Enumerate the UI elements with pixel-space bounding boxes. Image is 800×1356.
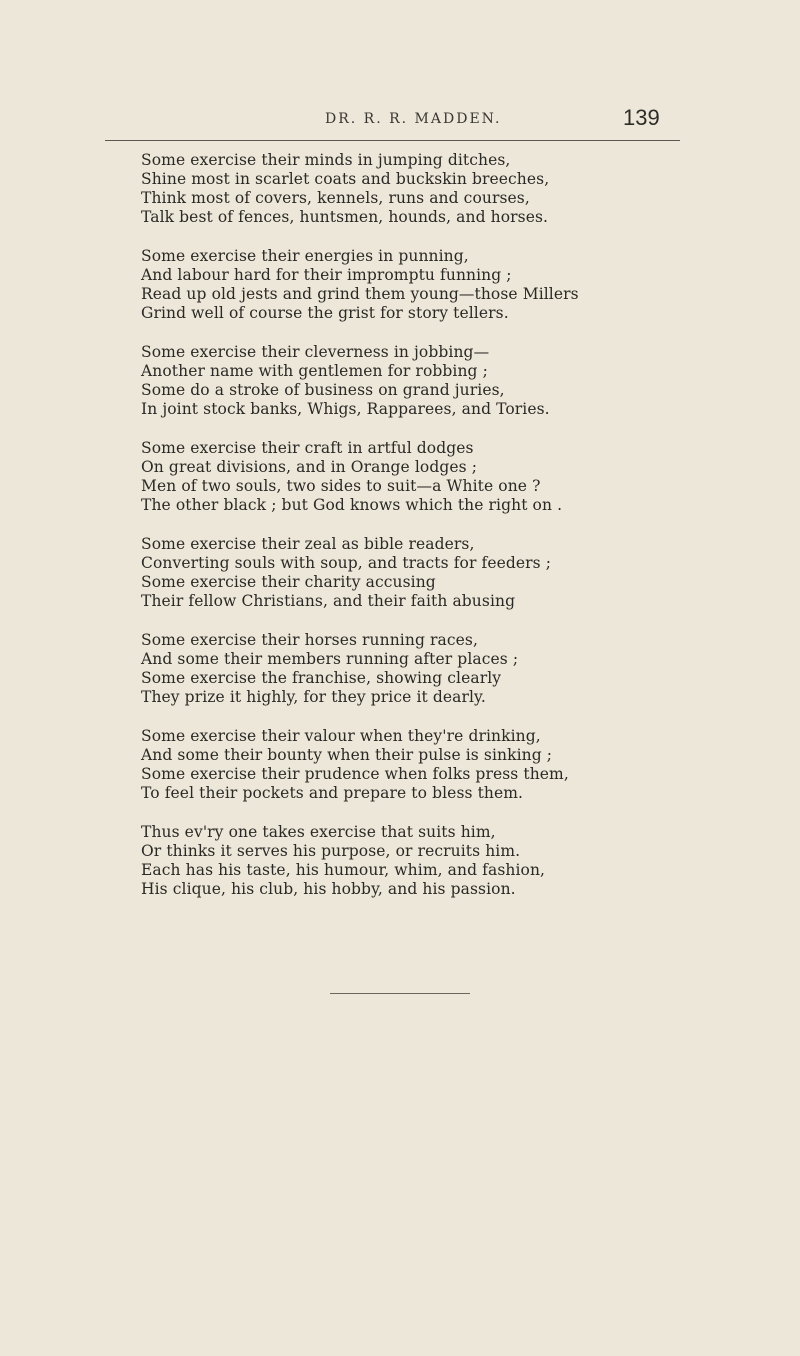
end-rule	[330, 993, 470, 994]
poem-line: And some their members running after places ;	[141, 650, 519, 668]
stanza	[141, 535, 681, 611]
poem-line: Converting souls with soup, and tracts for feeders ;	[141, 554, 552, 572]
poem-line: On great divisions, and in Orange lodges ;	[141, 458, 478, 476]
poem-line: Another name with gentlemen for robbing ;	[141, 362, 488, 380]
poem-line: To feel their pockets and prepare to bless them.	[141, 784, 524, 802]
poem-line: They prize it highly, for they price it dearly.	[141, 688, 486, 706]
stanza	[141, 343, 681, 419]
running-head	[0, 105, 800, 135]
poem-line: Some exercise their cleverness in jobbing—	[141, 343, 490, 361]
poem-line: His clique, his club, his hobby, and his passion.	[141, 880, 516, 898]
poem-line: Each has his taste, his humour, whim, and fashion,	[141, 861, 546, 879]
poem-line: Some exercise their energies in punning,	[141, 247, 469, 265]
poem-line: Their fellow Christians, and their faith abusing	[141, 592, 516, 610]
poem-line: Some exercise their horses running races,	[141, 631, 478, 649]
poem-line: Some exercise their minds in jumping ditches,	[141, 151, 511, 169]
poem	[141, 151, 681, 919]
poem-line: Think most of covers, kennels, runs and courses,	[141, 189, 530, 207]
poem-line: Grind well of course the grist for story tellers.	[141, 304, 509, 322]
stanza	[141, 727, 681, 803]
stanza	[141, 247, 681, 323]
stanza	[141, 439, 681, 515]
poem-line: Some exercise their craft in artful dodges	[141, 439, 474, 457]
poem-line: Some exercise their charity accusing	[141, 573, 436, 591]
poem-line: Read up old jests and grind them young—those Millers	[141, 285, 579, 303]
stanza	[141, 823, 681, 899]
poem-line: Some do a stroke of business on grand juries,	[141, 381, 505, 399]
header-rule	[105, 140, 680, 141]
stanza	[141, 631, 681, 707]
stanza	[141, 151, 681, 227]
poem-line: In joint stock banks, Whigs, Rapparees, and Tories.	[141, 400, 550, 418]
running-head-title: DR. R. R. MADDEN.	[325, 111, 502, 127]
poem-line: Or thinks it serves his purpose, or recruits him.	[141, 842, 521, 860]
poem-line: Thus ev'ry one takes exercise that suits him,	[141, 823, 496, 841]
poem-line: Some exercise their zeal as bible readers,	[141, 535, 475, 553]
poem-line: And some their bounty when their pulse is sinking ;	[141, 746, 553, 764]
poem-line: Talk best of fences, huntsmen, hounds, and horses.	[141, 208, 549, 226]
poem-line: Shine most in scarlet coats and buckskin breeches,	[141, 170, 550, 188]
poem-line: The other black ; but God knows which the right on .	[141, 496, 563, 514]
poem-line: Some exercise the franchise, showing clearly	[141, 669, 502, 687]
page-number: 139	[623, 105, 660, 130]
poem-line: Men of two souls, two sides to suit—a White one ?	[141, 477, 541, 495]
poem-line: Some exercise their valour when they're drinking,	[141, 727, 541, 745]
poem-line: Some exercise their prudence when folks press them,	[141, 765, 569, 783]
poem-line: And labour hard for their impromptu funning ;	[141, 266, 512, 284]
